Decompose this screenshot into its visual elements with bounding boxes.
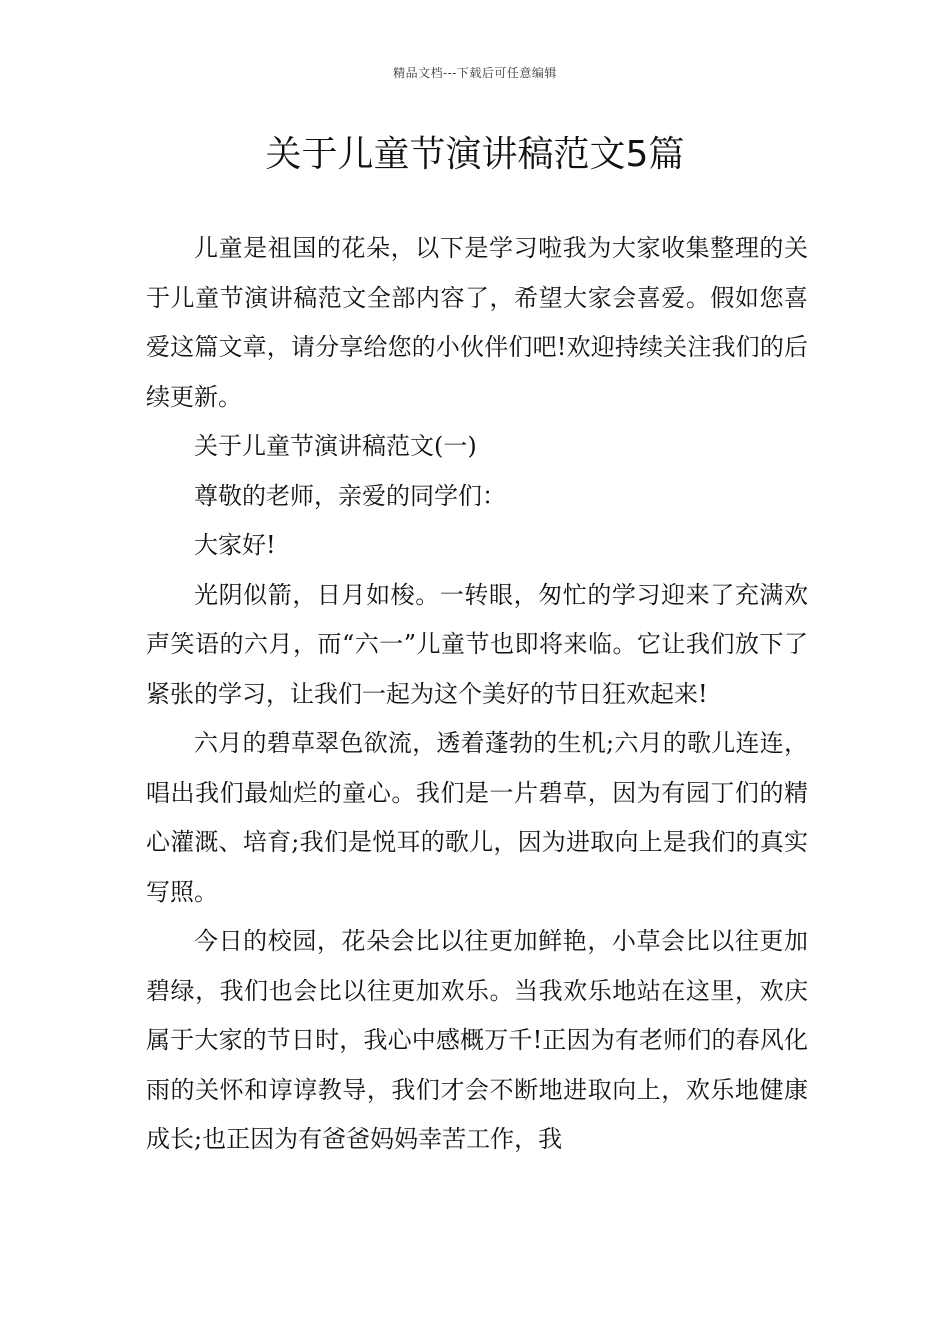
page-header-note: 精品文档---下载后可任意编辑	[393, 66, 557, 80]
body-paragraph: 光阴似箭，日月如梭。一转眼，匆忙的学习迎来了充满欢声笑语的六月，而“六一”儿童节也即将来临。它让我们放下了紧张的学习，让我们一起为这个美好的节日狂欢起来!	[146, 580, 808, 708]
body-paragraph: 六月的碧草翠色欲流，透着蓬勃的生机;六月的歌儿连连，唱出我们最灿烂的童心。我们是一片碧草，因为有园丁们的精心灌溉、培育;我们是悦耳的歌儿，因为进取向上是我们的真实写照。	[146, 729, 808, 906]
document-title: 关于儿童节演讲稿范文5篇	[265, 134, 685, 175]
greeting-paragraph: 大家好!	[194, 531, 276, 559]
body-paragraph: 今日的校园，花朵会比以往更加鲜艳，小草会比以往更加碧绿，我们也会比以往更加欢乐。当我欢乐地站在这里，欢庆属于大家的节日时，我心中感概万千!正因为有老师们的春风化雨的关怀和谆谆教导，我们才会不断地进取向上，欢乐地健康成长;也正因为有爸爸妈妈幸苦工作，我	[146, 927, 808, 1153]
document-body	[146, 224, 808, 1165]
intro-paragraph: 儿童是祖国的花朵，以下是学习啦我为大家收集整理的关于儿童节演讲稿范文全部内容了，希望大家会喜爱。假如您喜爱这篇文章，请分享给您的小伙伴们吧!欢迎持续关注我们的后续更新。	[146, 234, 808, 411]
section-heading: 关于儿童节演讲稿范文(一)	[194, 432, 477, 460]
salutation-paragraph: 尊敬的老师，亲爱的同学们：	[194, 481, 506, 510]
